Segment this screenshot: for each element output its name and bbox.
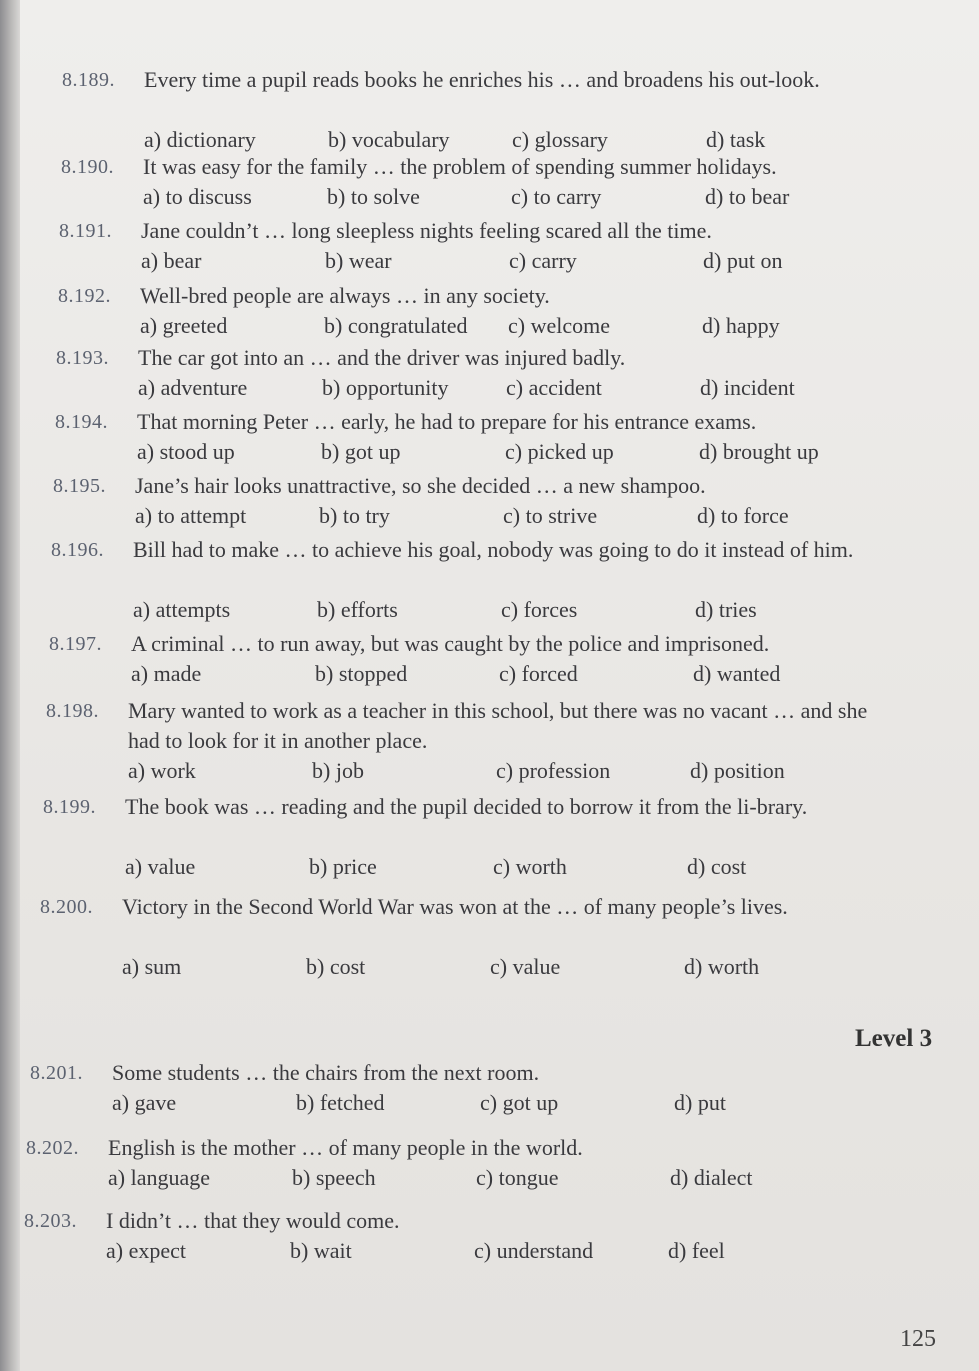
answer-option-d: d) incident [700,375,795,400]
answer-option-c: c) to strive [503,503,598,528]
answer-option-a: a) stood up [137,439,235,464]
question-item [24,1206,884,1263]
answer-option-d: d) to bear [705,184,790,209]
answer-option-a: a) sum [122,954,182,979]
answer-option-a: a) work [128,758,196,783]
question-number: 8.193. [56,347,109,369]
question-item [46,696,906,783]
question-text: Jane couldn’t … long sleepless nights feeling scared all the time. [141,218,712,243]
answer-option-a: a) dictionary [144,127,256,152]
question-number: 8.192. [58,285,111,307]
answer-option-d: d) position [690,758,785,783]
answer-option-c: c) welcome [508,313,610,338]
answer-option-c: c) to carry [511,184,602,209]
question-item [51,535,911,622]
answer-option-d: d) worth [684,954,760,979]
answer-options [106,1236,866,1266]
answer-options [144,125,904,155]
answer-option-c: c) worth [493,854,567,879]
answer-option-a: a) to attempt [135,503,247,528]
answer-option-b: b) to solve [327,184,420,209]
question-item [59,216,919,273]
answer-options [128,756,888,786]
question-item [58,281,918,338]
answer-option-c: c) carry [509,248,577,273]
answer-option-b: b) opportunity [322,375,449,400]
answer-option-c: c) picked up [505,439,614,464]
question-line [58,281,918,311]
book-page [20,0,979,1371]
question-line [53,471,913,501]
answer-option-d: d) wanted [693,661,781,686]
question-line [30,1058,890,1088]
answer-option-d: d) task [706,127,766,152]
answer-option-b: b) wear [325,248,392,273]
answer-options [108,1163,868,1193]
answer-option-d: d) to force [697,503,789,528]
answer-option-a: a) attempts [133,597,231,622]
page-number: 125 [900,1326,936,1352]
question-item [30,1058,890,1115]
question-line [43,792,903,852]
question-line [61,152,921,182]
question-text: Some students … the chairs from the next room. [112,1060,540,1085]
question-text: It was easy for the family … the problem of spending summer holidays. [143,154,777,179]
question-line [62,65,922,125]
answer-options [122,952,882,982]
answer-option-c: c) forces [501,597,578,622]
question-text: Every time a pupil reads books he enriches his … and broadens his out-look. [144,67,820,92]
question-item [26,1133,886,1190]
question-item [62,65,922,152]
question-item [49,629,909,686]
answer-option-b: b) wait [290,1238,352,1263]
question-text: Victory in the Second World War was won at the … of many people’s lives. [122,894,788,919]
question-line [26,1133,886,1163]
answer-option-d: d) feel [668,1238,725,1263]
question-item [55,407,915,464]
answer-options [112,1088,872,1118]
answer-option-b: b) stopped [315,661,408,686]
question-number: 8.200. [40,896,93,918]
answer-options [138,373,898,403]
answer-option-b: b) efforts [317,597,398,622]
question-number: 8.202. [26,1137,79,1159]
question-line [40,892,900,952]
answer-option-c: c) forced [499,661,578,686]
question-line [49,629,909,659]
answer-option-c: c) got up [480,1090,559,1115]
answer-options [131,659,891,689]
question-text: Jane’s hair looks unattractive, so she decided … a new shampoo. [135,473,706,498]
question-number: 8.199. [43,796,96,818]
answer-option-a: a) expect [106,1238,186,1263]
question-text: Bill had to make … to achieve his goal, nobody was going to do it instead of him. [133,537,854,562]
question-text: A criminal … to run away, but was caught by the police and imprisoned. [131,631,770,656]
answer-option-c: c) glossary [512,127,608,152]
question-number: 8.191. [59,220,112,242]
answer-option-a: a) bear [141,248,202,273]
question-text: That morning Peter … early, he had to prepare for his entrance exams. [137,409,757,434]
question-number: 8.198. [46,700,99,722]
question-text: Well-bred people are always … in any society. [140,283,550,308]
answer-options [143,182,903,212]
answer-option-b: b) job [312,758,364,783]
question-number: 8.189. [62,69,115,91]
question-number: 8.190. [61,156,114,178]
answer-option-d: d) happy [702,313,780,338]
question-line [46,696,906,756]
question-line [51,535,911,595]
question-line [56,343,916,373]
question-number: 8.194. [55,411,108,433]
question-item [61,152,921,209]
answer-option-d: d) put [674,1090,726,1115]
level-heading: Level 3 [855,1025,933,1052]
answer-option-c: c) tongue [476,1165,559,1190]
question-line [55,407,915,437]
question-text: English is the mother … of many people in the world. [108,1135,583,1160]
question-line [59,216,919,246]
answer-option-c: c) understand [474,1238,594,1263]
answer-options [135,501,895,531]
question-item [40,892,900,979]
answer-options [137,437,897,467]
answer-option-a: a) gave [112,1090,177,1115]
question-text: Mary wanted to work as a teacher in this school, but there was no vacant … and she had to look for it in another place. [128,698,868,753]
question-number: 8.197. [49,633,102,655]
answer-option-b: b) cost [306,954,366,979]
answer-option-b: b) congratulated [324,313,468,338]
answer-option-b: b) fetched [296,1090,385,1115]
question-item [53,471,913,528]
answer-option-c: c) profession [496,758,611,783]
question-number: 8.203. [24,1210,77,1232]
answer-option-a: a) to discuss [143,184,252,209]
answer-option-b: b) speech [292,1165,376,1190]
question-number: 8.201. [30,1062,83,1084]
answer-option-b: b) got up [321,439,401,464]
question-item [43,792,903,879]
answer-options [133,595,893,625]
answer-option-d: d) put on [703,248,783,273]
question-text: I didn’t … that they would come. [106,1208,400,1233]
answer-option-d: d) dialect [670,1165,753,1190]
question-text: The car got into an … and the driver was injured badly. [138,345,626,370]
question-line [24,1206,884,1236]
answer-option-a: a) value [125,854,196,879]
answer-option-c: c) value [490,954,561,979]
answer-option-d: d) brought up [699,439,819,464]
answer-option-a: a) language [108,1165,210,1190]
answer-option-b: b) price [309,854,377,879]
book-binding-shadow [0,0,20,1371]
answer-option-d: d) cost [687,854,747,879]
answer-option-d: d) tries [695,597,757,622]
question-number: 8.196. [51,539,104,561]
question-text: The book was … reading and the pupil decided to borrow it from the li-brary. [125,794,808,819]
answer-options [125,852,885,882]
question-item [56,343,916,400]
answer-options [140,311,900,341]
answer-options [141,246,901,276]
answer-option-b: b) to try [319,503,390,528]
answer-option-a: a) made [131,661,202,686]
answer-option-a: a) greeted [140,313,228,338]
answer-option-b: b) vocabulary [328,127,450,152]
answer-option-c: c) accident [506,375,602,400]
answer-option-a: a) adventure [138,375,248,400]
question-number: 8.195. [53,475,106,497]
